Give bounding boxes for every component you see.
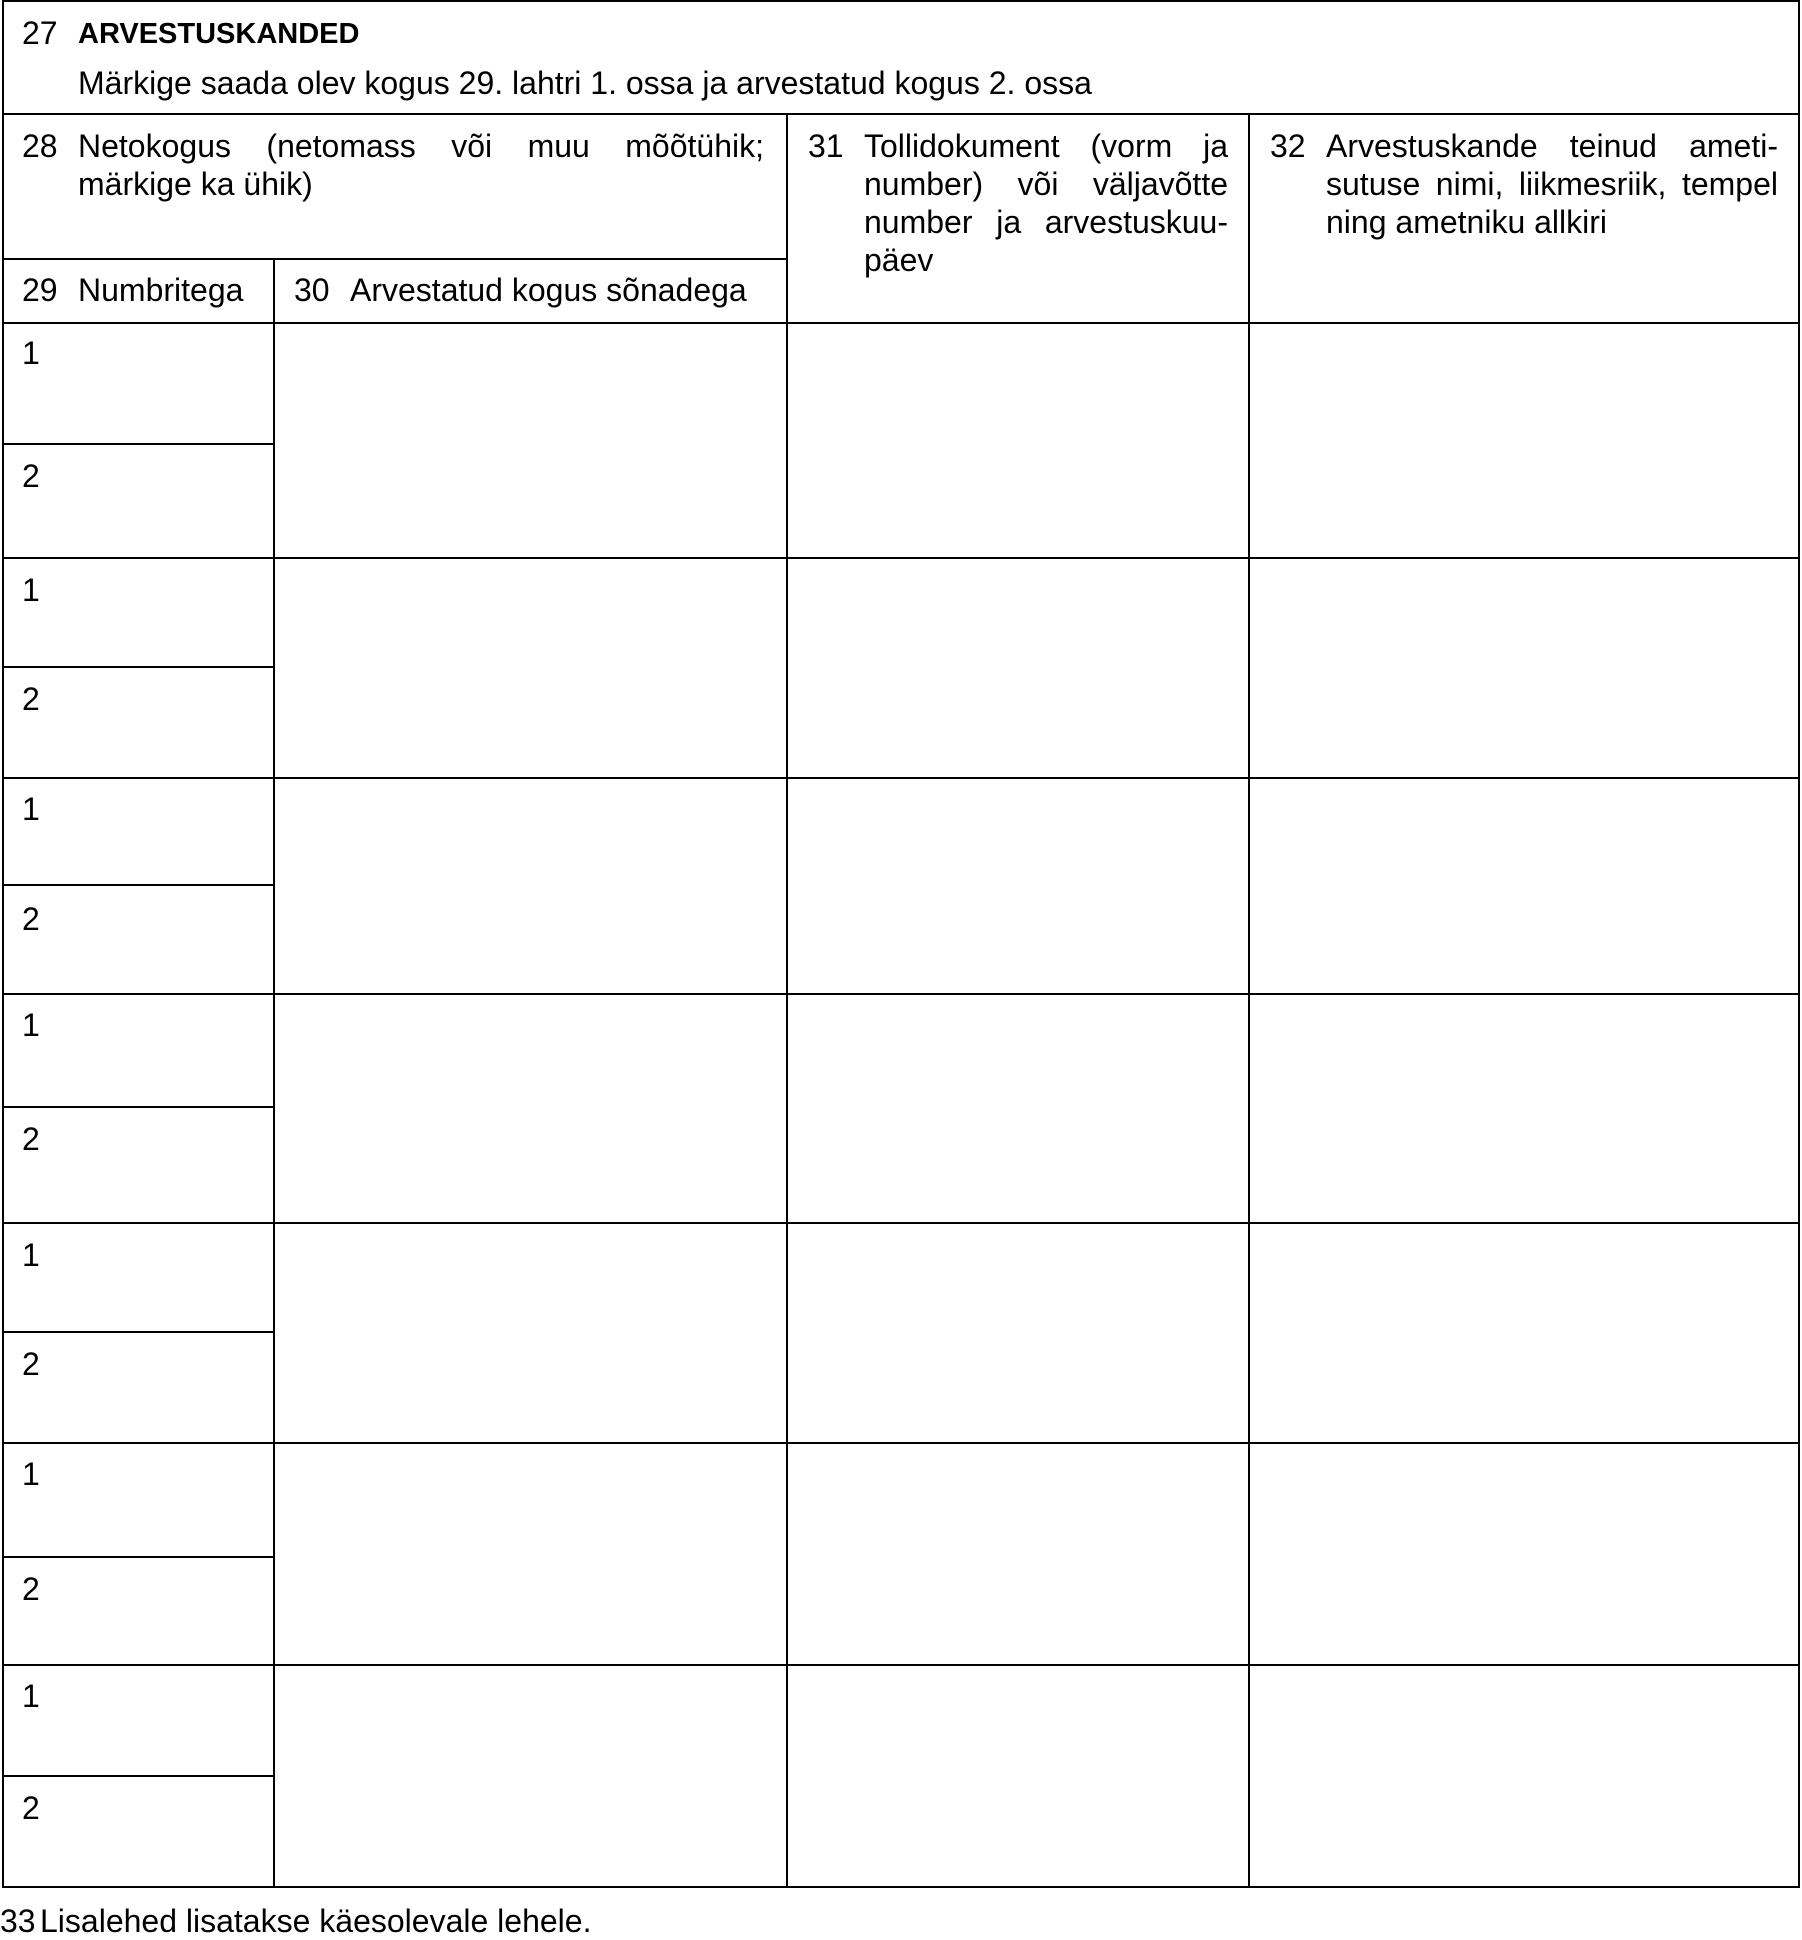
part-1-number: 1 bbox=[22, 791, 40, 827]
part-divider bbox=[2, 443, 274, 445]
block-divider bbox=[2, 1664, 1800, 1666]
box-31-label: Tollidokument (vorm ja number) või väljavõtte number ja arvestuskuu-päev bbox=[864, 128, 1228, 278]
divider-box28 bbox=[2, 258, 787, 260]
part-2-number: 2 bbox=[22, 1571, 40, 1607]
part-2-number: 2 bbox=[22, 1121, 40, 1157]
part-1-number: 1 bbox=[22, 1237, 40, 1273]
box-29-number: 29 bbox=[22, 272, 58, 308]
part-divider bbox=[2, 1556, 274, 1558]
box-27-number: 27 bbox=[22, 15, 58, 51]
box-30-number: 30 bbox=[294, 272, 330, 308]
part-1-number: 1 bbox=[22, 1007, 40, 1043]
border-bottom bbox=[2, 1886, 1800, 1888]
part-2-number: 2 bbox=[22, 458, 40, 494]
border-right bbox=[1798, 0, 1800, 1888]
divider-col-31 bbox=[786, 113, 788, 1888]
box-27-title: ARVESTUSKANDED bbox=[78, 18, 360, 50]
part-divider bbox=[2, 666, 274, 668]
box-32-label: Arvestuskande teinud ameti-sutuse nimi, liikmesriik, tempel ning ametniku allkiri bbox=[1326, 128, 1778, 240]
part-1-number: 1 bbox=[22, 1456, 40, 1492]
box-30-label: Arvestatud kogus sõnadega bbox=[350, 272, 747, 308]
block-divider bbox=[2, 993, 1800, 995]
box-29-label: Numbritega bbox=[78, 272, 244, 308]
box-31-number: 31 bbox=[808, 128, 844, 164]
block-divider bbox=[2, 1222, 1800, 1224]
border-left bbox=[2, 0, 4, 1888]
part-divider bbox=[2, 1106, 274, 1108]
part-divider bbox=[2, 884, 274, 886]
block-divider bbox=[2, 777, 1800, 779]
border-top bbox=[2, 0, 1800, 2]
box-32-number: 32 bbox=[1270, 128, 1306, 164]
box-27-instruction: Märkige saada olev kogus 29. lahtri 1. ossa ja arvestatud kogus 2. ossa bbox=[78, 65, 1092, 101]
divider-col-30 bbox=[273, 258, 275, 1888]
box-28-label: Netokogus (netomass või muu mõõtühik; märkige ka ühik) bbox=[78, 128, 764, 202]
divider-box27 bbox=[2, 113, 1800, 115]
divider-header bbox=[2, 322, 1800, 324]
part-1-number: 1 bbox=[22, 335, 40, 371]
part-divider bbox=[2, 1331, 274, 1333]
part-1-number: 1 bbox=[22, 1678, 40, 1714]
box-33-number: 33 bbox=[0, 1903, 36, 1939]
divider-col-32 bbox=[1248, 113, 1250, 1888]
box-33-text: Lisalehed lisatakse käesolevale lehele. bbox=[40, 1903, 592, 1939]
block-divider bbox=[2, 557, 1800, 559]
part-2-number: 2 bbox=[22, 901, 40, 937]
block-divider bbox=[2, 1442, 1800, 1444]
part-2-number: 2 bbox=[22, 1790, 40, 1826]
part-divider bbox=[2, 1775, 274, 1777]
part-2-number: 2 bbox=[22, 1346, 40, 1382]
part-2-number: 2 bbox=[22, 681, 40, 717]
part-1-number: 1 bbox=[22, 572, 40, 608]
box-28-number: 28 bbox=[22, 128, 58, 164]
